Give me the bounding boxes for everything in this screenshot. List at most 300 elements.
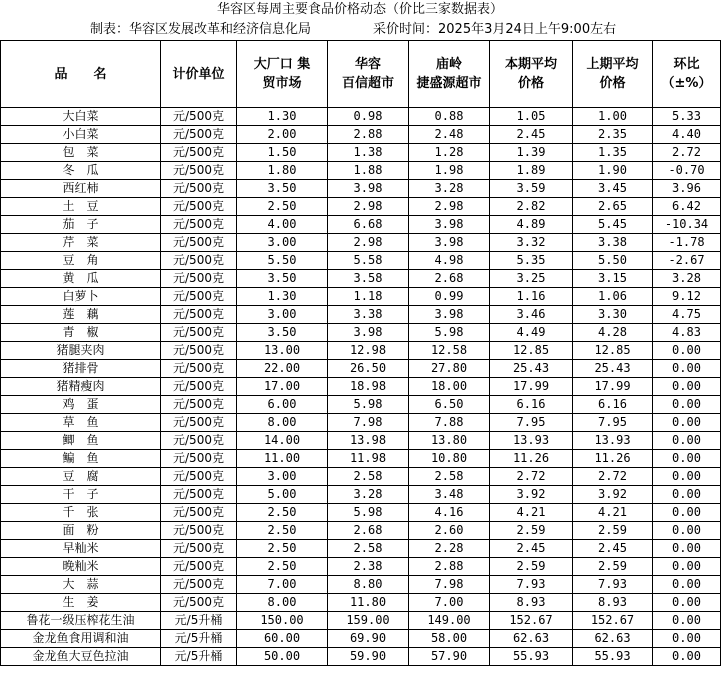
cell-miaoling-price: 12.58	[409, 342, 490, 360]
cell-current-avg: 3.32	[490, 234, 573, 252]
cell-dachangkou-price: 3.50	[237, 324, 328, 342]
cell-change-percent: 0.00	[653, 450, 721, 468]
cell-current-avg: 17.99	[490, 378, 573, 396]
price-table	[0, 40, 721, 666]
cell-unit: 元/500克	[161, 198, 237, 216]
cell-item-name: 小白菜	[1, 126, 161, 144]
cell-item-name: 包 菜	[1, 144, 161, 162]
cell-dachangkou-price: 2.50	[237, 522, 328, 540]
cell-huarong-price: 2.98	[328, 198, 409, 216]
cell-unit: 元/500克	[161, 180, 237, 198]
cell-item-name: 黄 瓜	[1, 270, 161, 288]
table-row	[1, 126, 721, 144]
cell-previous-avg: 8.93	[573, 594, 653, 612]
cell-unit: 元/5升桶	[161, 648, 237, 666]
cell-previous-avg: 5.50	[573, 252, 653, 270]
cell-miaoling-price: 1.28	[409, 144, 490, 162]
cell-huarong-price: 2.88	[328, 126, 409, 144]
cell-huarong-price: 5.98	[328, 396, 409, 414]
table-row	[1, 612, 721, 630]
cell-unit: 元/500克	[161, 324, 237, 342]
cell-current-avg: 2.45	[490, 540, 573, 558]
cell-previous-avg: 152.67	[573, 612, 653, 630]
table-row	[1, 270, 721, 288]
table-row	[1, 144, 721, 162]
cell-current-avg: 3.59	[490, 180, 573, 198]
cell-dachangkou-price: 2.50	[237, 504, 328, 522]
cell-item-name: 千 张	[1, 504, 161, 522]
cell-huarong-price: 8.80	[328, 576, 409, 594]
header-line: 大厂口 集	[253, 57, 311, 72]
cell-current-avg: 7.95	[490, 414, 573, 432]
cell-previous-avg: 3.30	[573, 306, 653, 324]
cell-current-avg: 3.92	[490, 486, 573, 504]
header-line: 庙岭	[435, 57, 462, 72]
cell-change-percent: 5.33	[653, 108, 721, 126]
cell-change-percent: 0.00	[653, 648, 721, 666]
cell-huarong-price: 12.98	[328, 342, 409, 360]
cell-unit: 元/500克	[161, 450, 237, 468]
cell-change-percent: -2.67	[653, 252, 721, 270]
cell-huarong-price: 69.90	[328, 630, 409, 648]
cell-current-avg: 13.93	[490, 432, 573, 450]
cell-previous-avg: 2.72	[573, 468, 653, 486]
cell-change-percent: 4.83	[653, 324, 721, 342]
cell-previous-avg: 55.93	[573, 648, 653, 666]
cell-miaoling-price: 4.98	[409, 252, 490, 270]
cell-unit: 元/500克	[161, 576, 237, 594]
cell-huarong-price: 3.98	[328, 180, 409, 198]
cell-dachangkou-price: 13.00	[237, 342, 328, 360]
cell-change-percent: 0.00	[653, 468, 721, 486]
cell-change-percent: 0.00	[653, 540, 721, 558]
cell-previous-avg: 17.99	[573, 378, 653, 396]
table-row	[1, 432, 721, 450]
cell-dachangkou-price: 5.00	[237, 486, 328, 504]
cell-miaoling-price: 0.99	[409, 288, 490, 306]
cell-current-avg: 1.16	[490, 288, 573, 306]
cell-dachangkou-price: 3.50	[237, 180, 328, 198]
cell-huarong-price: 2.38	[328, 558, 409, 576]
cell-change-percent: -0.70	[653, 162, 721, 180]
cell-huarong-price: 6.68	[328, 216, 409, 234]
cell-item-name: 猪精瘦肉	[1, 378, 161, 396]
cell-unit: 元/500克	[161, 486, 237, 504]
cell-dachangkou-price: 3.00	[237, 306, 328, 324]
cell-unit: 元/5升桶	[161, 612, 237, 630]
cell-current-avg: 12.85	[490, 342, 573, 360]
cell-current-avg: 62.63	[490, 630, 573, 648]
cell-huarong-price: 1.88	[328, 162, 409, 180]
cell-current-avg: 2.72	[490, 468, 573, 486]
cell-previous-avg: 1.06	[573, 288, 653, 306]
cell-dachangkou-price: 7.00	[237, 576, 328, 594]
cell-dachangkou-price: 5.50	[237, 252, 328, 270]
cell-huarong-price: 3.58	[328, 270, 409, 288]
col-header-dachangkou	[237, 41, 328, 108]
cell-item-name: 大 蒜	[1, 576, 161, 594]
table-row	[1, 540, 721, 558]
cell-unit: 元/500克	[161, 162, 237, 180]
cell-unit: 元/5升桶	[161, 630, 237, 648]
cell-huarong-price: 18.98	[328, 378, 409, 396]
cell-item-name: 鸡 蛋	[1, 396, 161, 414]
cell-previous-avg: 2.65	[573, 198, 653, 216]
header-line: 华容	[354, 57, 381, 72]
cell-dachangkou-price: 150.00	[237, 612, 328, 630]
cell-miaoling-price: 2.68	[409, 270, 490, 288]
cell-previous-avg: 2.35	[573, 126, 653, 144]
cell-unit: 元/500克	[161, 270, 237, 288]
cell-miaoling-price: 13.80	[409, 432, 490, 450]
header-line: 百信超市	[341, 76, 394, 91]
header-line: 环比	[673, 57, 700, 72]
table-row	[1, 504, 721, 522]
cell-current-avg: 8.93	[490, 594, 573, 612]
cell-miaoling-price: 3.28	[409, 180, 490, 198]
cell-item-name: 草 鱼	[1, 414, 161, 432]
cell-item-name: 青 椒	[1, 324, 161, 342]
cell-unit: 元/500克	[161, 342, 237, 360]
cell-miaoling-price: 2.58	[409, 468, 490, 486]
cell-item-name: 土 豆	[1, 198, 161, 216]
cell-current-avg: 2.59	[490, 558, 573, 576]
cell-miaoling-price: 149.00	[409, 612, 490, 630]
cell-current-avg: 6.16	[490, 396, 573, 414]
cell-current-avg: 1.39	[490, 144, 573, 162]
cell-huarong-price: 2.68	[328, 522, 409, 540]
cell-change-percent: 0.00	[653, 342, 721, 360]
cell-previous-avg: 1.35	[573, 144, 653, 162]
cell-unit: 元/500克	[161, 540, 237, 558]
cell-previous-avg: 1.00	[573, 108, 653, 126]
cell-dachangkou-price: 14.00	[237, 432, 328, 450]
cell-miaoling-price: 7.88	[409, 414, 490, 432]
cell-dachangkou-price: 60.00	[237, 630, 328, 648]
table-row	[1, 378, 721, 396]
cell-miaoling-price: 2.60	[409, 522, 490, 540]
header-line: 品 名	[54, 66, 107, 82]
cell-previous-avg: 13.93	[573, 432, 653, 450]
cell-unit: 元/500克	[161, 108, 237, 126]
cell-miaoling-price: 3.98	[409, 234, 490, 252]
table-row	[1, 198, 721, 216]
cell-dachangkou-price: 1.80	[237, 162, 328, 180]
cell-unit: 元/500克	[161, 504, 237, 522]
cell-change-percent: 4.40	[653, 126, 721, 144]
cell-change-percent: 0.00	[653, 630, 721, 648]
cell-previous-avg: 5.45	[573, 216, 653, 234]
cell-change-percent: -10.34	[653, 216, 721, 234]
table-row	[1, 522, 721, 540]
header-line: 计价单位	[172, 66, 225, 82]
cell-change-percent: 0.00	[653, 594, 721, 612]
cell-miaoling-price: 18.00	[409, 378, 490, 396]
cell-previous-avg: 1.90	[573, 162, 653, 180]
cell-huarong-price: 59.90	[328, 648, 409, 666]
table-row	[1, 630, 721, 648]
cell-change-percent: 3.28	[653, 270, 721, 288]
table-row	[1, 396, 721, 414]
cell-current-avg: 2.59	[490, 522, 573, 540]
table-row	[1, 648, 721, 666]
table-row	[1, 288, 721, 306]
cell-dachangkou-price: 4.00	[237, 216, 328, 234]
cell-dachangkou-price: 22.00	[237, 360, 328, 378]
cell-current-avg: 4.89	[490, 216, 573, 234]
cell-item-name: 豆 角	[1, 252, 161, 270]
table-row	[1, 216, 721, 234]
cell-item-name: 西红柿	[1, 180, 161, 198]
cell-dachangkou-price: 11.00	[237, 450, 328, 468]
cell-huarong-price: 0.98	[328, 108, 409, 126]
cell-item-name: 干 子	[1, 486, 161, 504]
cell-current-avg: 55.93	[490, 648, 573, 666]
cell-miaoling-price: 7.98	[409, 576, 490, 594]
cell-item-name: 冬 瓜	[1, 162, 161, 180]
cell-huarong-price: 3.28	[328, 486, 409, 504]
cell-item-name: 金龙鱼大豆色拉油	[1, 648, 161, 666]
table-body	[1, 108, 721, 666]
cell-unit: 元/500克	[161, 288, 237, 306]
collection-time-label: 采价时间：2025年3月24日上午9:00左右	[373, 22, 617, 37]
table-row	[1, 360, 721, 378]
cell-current-avg: 5.35	[490, 252, 573, 270]
header-line: 价格	[517, 76, 544, 91]
cell-change-percent: 0.00	[653, 612, 721, 630]
header-line: 捷盛源超市	[416, 76, 482, 91]
cell-change-percent: 0.00	[653, 378, 721, 396]
cell-huarong-price: 1.38	[328, 144, 409, 162]
header-line: 贸市场	[262, 76, 302, 91]
cell-previous-avg: 2.45	[573, 540, 653, 558]
cell-huarong-price: 11.80	[328, 594, 409, 612]
table-row	[1, 558, 721, 576]
cell-unit: 元/500克	[161, 558, 237, 576]
cell-unit: 元/500克	[161, 306, 237, 324]
cell-change-percent: -1.78	[653, 234, 721, 252]
cell-current-avg: 7.93	[490, 576, 573, 594]
table-row	[1, 162, 721, 180]
cell-item-name: 早籼米	[1, 540, 161, 558]
cell-current-avg: 4.49	[490, 324, 573, 342]
col-header-miaoling	[409, 41, 490, 108]
header-line: 本期平均	[504, 57, 557, 72]
cell-item-name: 鲁花一级压榨花生油	[1, 612, 161, 630]
cell-unit: 元/500克	[161, 216, 237, 234]
cell-huarong-price: 5.98	[328, 504, 409, 522]
table-subtitle	[0, 20, 720, 40]
cell-miaoling-price: 57.90	[409, 648, 490, 666]
cell-huarong-price: 7.98	[328, 414, 409, 432]
cell-change-percent: 0.00	[653, 360, 721, 378]
cell-previous-avg: 2.59	[573, 522, 653, 540]
cell-dachangkou-price: 3.50	[237, 270, 328, 288]
cell-previous-avg: 12.85	[573, 342, 653, 360]
cell-miaoling-price: 2.88	[409, 558, 490, 576]
cell-current-avg: 1.05	[490, 108, 573, 126]
cell-miaoling-price: 0.88	[409, 108, 490, 126]
cell-previous-avg: 3.38	[573, 234, 653, 252]
cell-previous-avg: 7.93	[573, 576, 653, 594]
cell-unit: 元/500克	[161, 144, 237, 162]
cell-item-name: 豆 腐	[1, 468, 161, 486]
cell-previous-avg: 7.95	[573, 414, 653, 432]
cell-unit: 元/500克	[161, 378, 237, 396]
cell-current-avg: 4.21	[490, 504, 573, 522]
cell-change-percent: 4.75	[653, 306, 721, 324]
cell-previous-avg: 2.59	[573, 558, 653, 576]
cell-huarong-price: 11.98	[328, 450, 409, 468]
cell-huarong-price: 26.50	[328, 360, 409, 378]
cell-huarong-price: 13.98	[328, 432, 409, 450]
table-row	[1, 576, 721, 594]
col-header-previous-avg	[573, 41, 653, 108]
table-row	[1, 108, 721, 126]
col-header-unit	[161, 41, 237, 108]
cell-previous-avg: 6.16	[573, 396, 653, 414]
cell-item-name: 茄 子	[1, 216, 161, 234]
cell-current-avg: 3.46	[490, 306, 573, 324]
cell-previous-avg: 3.92	[573, 486, 653, 504]
cell-miaoling-price: 5.98	[409, 324, 490, 342]
cell-change-percent: 0.00	[653, 432, 721, 450]
header-row	[1, 41, 721, 108]
cell-huarong-price: 3.38	[328, 306, 409, 324]
cell-dachangkou-price: 8.00	[237, 414, 328, 432]
cell-current-avg: 152.67	[490, 612, 573, 630]
cell-current-avg: 3.25	[490, 270, 573, 288]
table-row	[1, 450, 721, 468]
cell-unit: 元/500克	[161, 234, 237, 252]
cell-miaoling-price: 3.98	[409, 216, 490, 234]
cell-previous-avg: 25.43	[573, 360, 653, 378]
cell-item-name: 面 粉	[1, 522, 161, 540]
cell-dachangkou-price: 3.00	[237, 468, 328, 486]
cell-change-percent: 3.96	[653, 180, 721, 198]
cell-item-name: 白萝卜	[1, 288, 161, 306]
table-row	[1, 414, 721, 432]
cell-dachangkou-price: 2.50	[237, 198, 328, 216]
cell-unit: 元/500克	[161, 414, 237, 432]
cell-previous-avg: 4.28	[573, 324, 653, 342]
col-header-huarong	[328, 41, 409, 108]
cell-huarong-price: 3.98	[328, 324, 409, 342]
cell-current-avg: 1.89	[490, 162, 573, 180]
header-line: （±%）	[661, 76, 712, 91]
cell-unit: 元/500克	[161, 432, 237, 450]
cell-unit: 元/500克	[161, 396, 237, 414]
cell-item-name: 莲 藕	[1, 306, 161, 324]
cell-miaoling-price: 27.80	[409, 360, 490, 378]
cell-previous-avg: 11.26	[573, 450, 653, 468]
cell-miaoling-price: 1.98	[409, 162, 490, 180]
cell-item-name: 芹 菜	[1, 234, 161, 252]
cell-miaoling-price: 7.00	[409, 594, 490, 612]
cell-item-name: 鳊 鱼	[1, 450, 161, 468]
cell-unit: 元/500克	[161, 468, 237, 486]
cell-huarong-price: 1.18	[328, 288, 409, 306]
table-row	[1, 468, 721, 486]
cell-change-percent: 0.00	[653, 486, 721, 504]
cell-huarong-price: 5.58	[328, 252, 409, 270]
cell-current-avg: 11.26	[490, 450, 573, 468]
header-line: 价格	[599, 76, 626, 91]
cell-change-percent: 2.72	[653, 144, 721, 162]
maker-label: 制表：华容区发展改革和经济信息化局	[90, 22, 312, 37]
cell-dachangkou-price: 2.00	[237, 126, 328, 144]
cell-change-percent: 0.00	[653, 414, 721, 432]
cell-miaoling-price: 10.80	[409, 450, 490, 468]
cell-miaoling-price: 3.48	[409, 486, 490, 504]
table-row	[1, 324, 721, 342]
table-row	[1, 180, 721, 198]
table-row	[1, 342, 721, 360]
table-row	[1, 594, 721, 612]
cell-previous-avg: 62.63	[573, 630, 653, 648]
cell-item-name: 金龙鱼食用调和油	[1, 630, 161, 648]
cell-change-percent: 0.00	[653, 522, 721, 540]
cell-miaoling-price: 2.28	[409, 540, 490, 558]
cell-miaoling-price: 2.98	[409, 198, 490, 216]
cell-change-percent: 0.00	[653, 558, 721, 576]
cell-unit: 元/500克	[161, 522, 237, 540]
cell-change-percent: 0.00	[653, 504, 721, 522]
cell-dachangkou-price: 1.30	[237, 288, 328, 306]
table-row	[1, 234, 721, 252]
cell-item-name: 猪腿夹肉	[1, 342, 161, 360]
cell-item-name: 鲫 鱼	[1, 432, 161, 450]
col-header-name	[1, 41, 161, 108]
cell-huarong-price: 159.00	[328, 612, 409, 630]
cell-current-avg: 2.45	[490, 126, 573, 144]
cell-miaoling-price: 6.50	[409, 396, 490, 414]
col-header-change	[653, 41, 721, 108]
cell-previous-avg: 4.21	[573, 504, 653, 522]
cell-dachangkou-price: 1.30	[237, 108, 328, 126]
cell-dachangkou-price: 2.50	[237, 558, 328, 576]
cell-unit: 元/500克	[161, 252, 237, 270]
cell-dachangkou-price: 3.00	[237, 234, 328, 252]
cell-dachangkou-price: 50.00	[237, 648, 328, 666]
col-header-current-avg	[490, 41, 573, 108]
cell-previous-avg: 3.15	[573, 270, 653, 288]
cell-huarong-price: 2.58	[328, 540, 409, 558]
cell-miaoling-price: 4.16	[409, 504, 490, 522]
cell-current-avg: 2.82	[490, 198, 573, 216]
cell-dachangkou-price: 6.00	[237, 396, 328, 414]
cell-huarong-price: 2.98	[328, 234, 409, 252]
cell-change-percent: 0.00	[653, 576, 721, 594]
cell-miaoling-price: 58.00	[409, 630, 490, 648]
cell-dachangkou-price: 1.50	[237, 144, 328, 162]
cell-change-percent: 9.12	[653, 288, 721, 306]
cell-miaoling-price: 3.98	[409, 306, 490, 324]
cell-change-percent: 6.42	[653, 198, 721, 216]
cell-item-name: 生 姜	[1, 594, 161, 612]
table-row	[1, 306, 721, 324]
cell-huarong-price: 2.58	[328, 468, 409, 486]
cell-item-name: 猪排骨	[1, 360, 161, 378]
cell-current-avg: 25.43	[490, 360, 573, 378]
cell-miaoling-price: 2.48	[409, 126, 490, 144]
cell-change-percent: 0.00	[653, 396, 721, 414]
table-title: 华容区每周主要食品价格动态（价比三家数据表）	[216, 2, 503, 17]
cell-dachangkou-price: 17.00	[237, 378, 328, 396]
header-line: 上期平均	[586, 57, 639, 72]
cell-dachangkou-price: 8.00	[237, 594, 328, 612]
cell-previous-avg: 3.45	[573, 180, 653, 198]
